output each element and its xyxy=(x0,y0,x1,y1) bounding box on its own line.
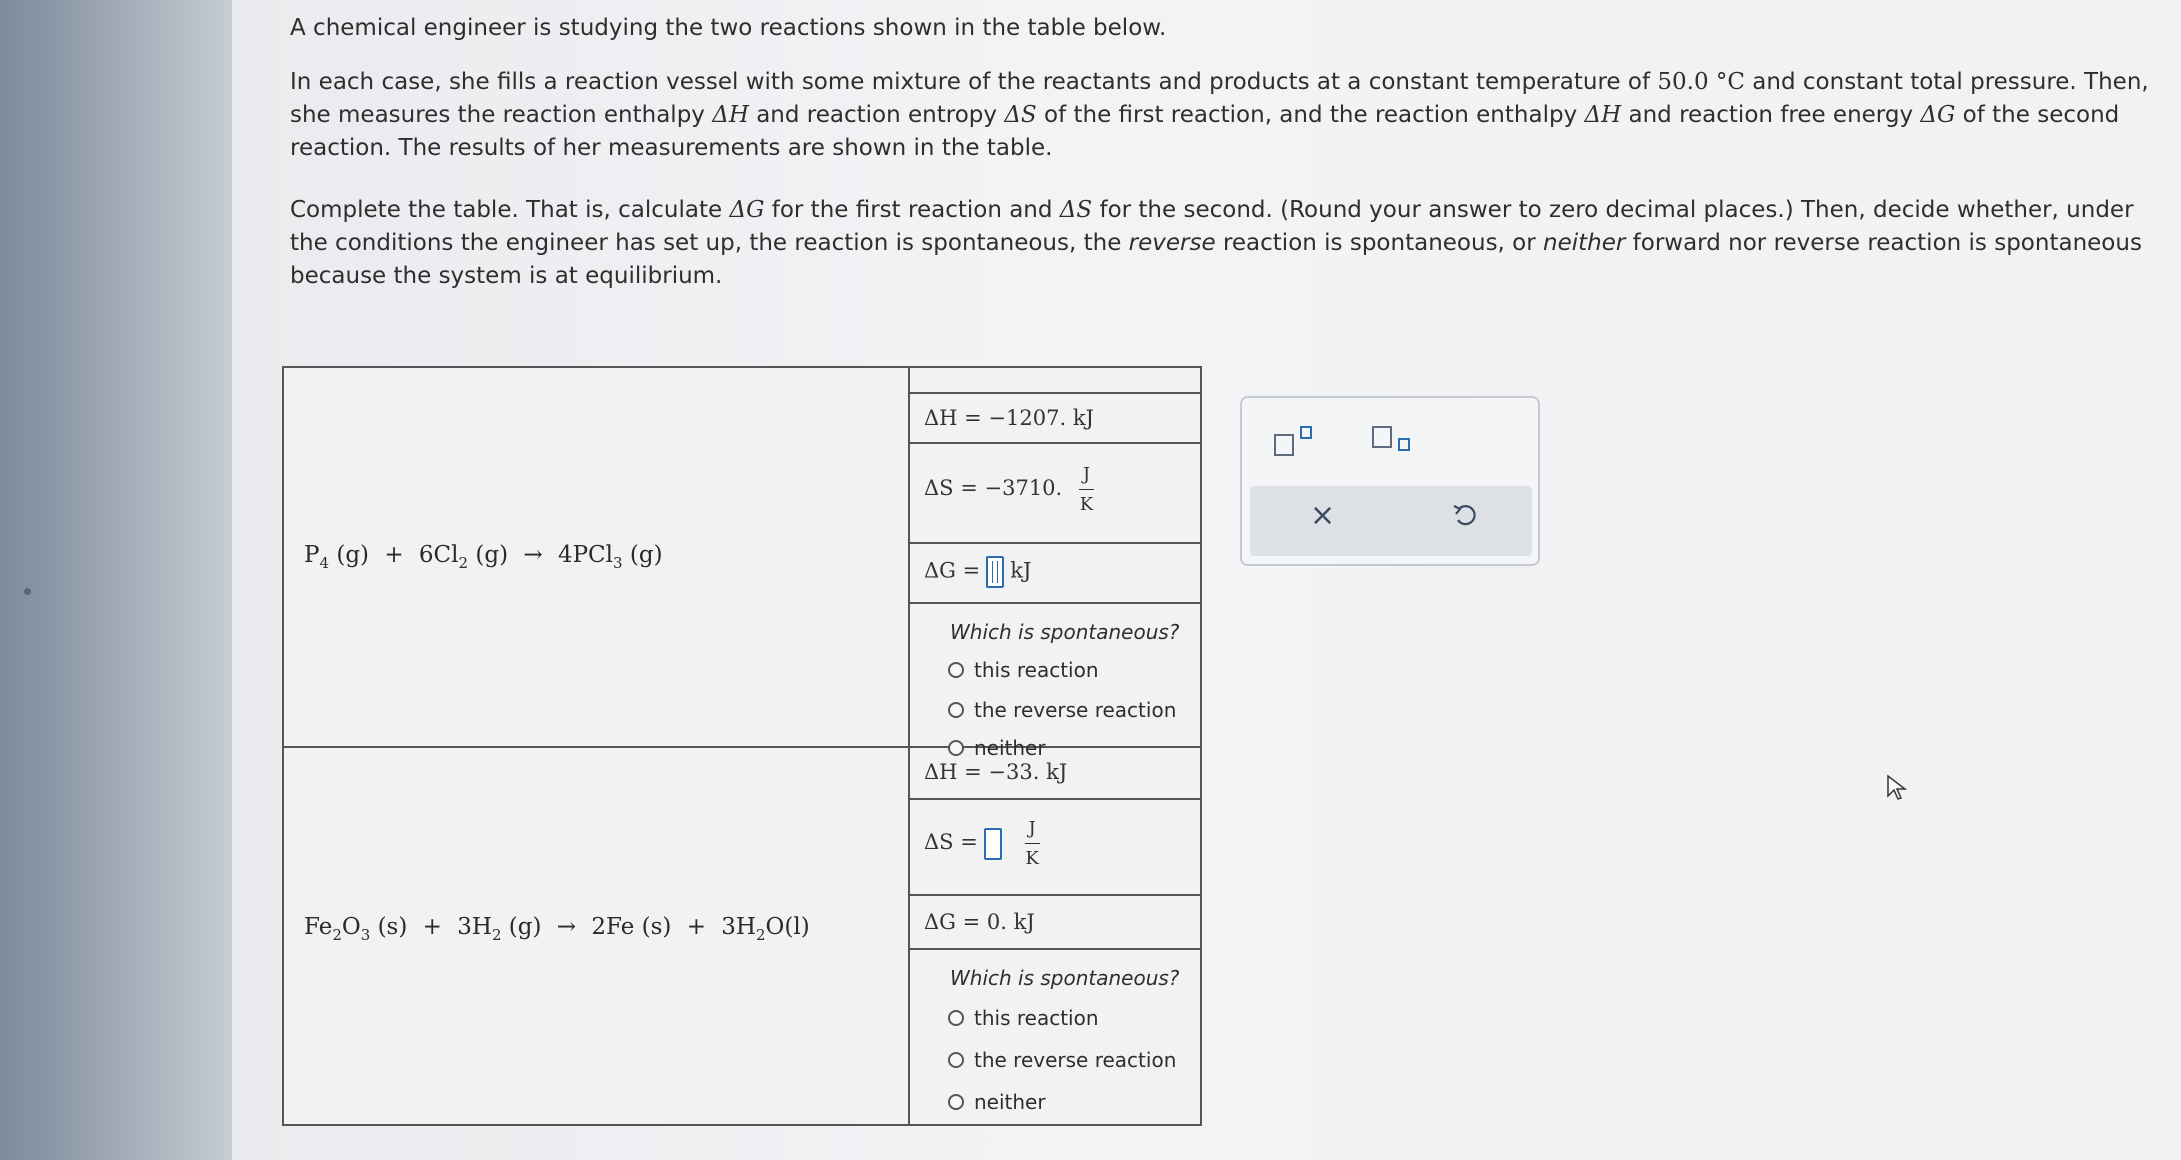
dh-cell-1: ΔH = −1207. kJ xyxy=(910,392,1200,444)
radio-circle-icon[interactable] xyxy=(948,1052,964,1068)
dg-cell-2: ΔG = 0. kJ xyxy=(910,896,1200,950)
ds-label: ΔS = −3710. xyxy=(924,476,1063,500)
radio-neither-2[interactable]: neither xyxy=(948,1090,1046,1114)
radio-neither-1[interactable]: neither xyxy=(948,736,1046,760)
radio-circle-icon[interactable] xyxy=(948,702,964,718)
table-row xyxy=(284,748,1200,1124)
mouse-cursor-icon xyxy=(1886,774,1910,806)
toolbox-action-row xyxy=(1250,486,1532,556)
reaction-cell xyxy=(284,368,910,746)
intro-paragraph-2: In each case, she fills a reaction vessel with some mixture of the reactants and products at a constant temperature of 50.0 °C and constant total pressure. Then, she measures the reaction enthalpy ΔH and reaction entropy ΔS of the first reaction, and the reaction enthalpy ΔH and reaction free energy ΔG of the second reaction. The results of her measurements are shown in the table. xyxy=(290,69,2149,161)
ds-label: ΔS = xyxy=(924,830,978,854)
radio-this-reaction-2[interactable]: this reaction xyxy=(948,1006,1099,1030)
toolbox-format-row xyxy=(1242,398,1538,480)
reaction-table xyxy=(282,366,1202,1126)
subscript-icon[interactable] xyxy=(1372,422,1416,458)
radio-circle-icon[interactable] xyxy=(948,1094,964,1110)
units-fraction: $\frac{J}{K}$ xyxy=(1025,818,1039,869)
radio-circle-icon[interactable] xyxy=(948,1010,964,1026)
table-row xyxy=(284,368,1200,760)
left-background xyxy=(0,0,232,1160)
superscript-icon[interactable] xyxy=(1274,426,1318,458)
ds-cell-1 xyxy=(910,444,1200,544)
radio-circle-icon[interactable] xyxy=(948,662,964,678)
instructions-paragraph: Complete the table. That is, calculate ΔG for the first reaction and ΔS for the second. (Round your answer to zero decimal places.) Then, decide whether, under the conditions the engineer has set up, the reaction is spontaneous, the reverse reaction is spontaneous, or neither forward nor reverse reaction is spontaneous because the system is at equilibrium. xyxy=(290,197,2142,289)
intro-line: A chemical engineer is studying the two reactions shown in the table below. xyxy=(290,15,1167,41)
radio-reverse-reaction-1[interactable]: the reverse reaction xyxy=(948,698,1176,722)
radio-reverse-reaction-2[interactable]: the reverse reaction xyxy=(948,1048,1176,1072)
ds-cell-2 xyxy=(910,800,1200,896)
undo-icon[interactable] xyxy=(1450,500,1480,530)
reaction-cell xyxy=(284,748,910,1124)
math-toolbox xyxy=(1240,396,1540,566)
dh-cell-2: ΔH = −33. kJ xyxy=(910,748,1200,800)
dg-answer-input[interactable] xyxy=(986,556,1004,588)
units-fraction: $\frac{J}{K}$ xyxy=(1079,464,1094,515)
spontaneity-question-1: Which is spontaneous? this reaction the reverse reaction neither xyxy=(950,620,1180,760)
radio-this-reaction-1[interactable]: this reaction xyxy=(948,658,1099,682)
dg-unit: kJ xyxy=(1010,558,1032,583)
dg-cell-1 xyxy=(910,544,1200,604)
spontaneity-question-2: Which is spontaneous? this reaction the reverse reaction neither xyxy=(950,966,1180,1114)
ds-answer-input[interactable] xyxy=(984,828,1002,860)
reaction-equation-2: $Fe_2O_3$ $(s) + 3H_2$ (g) → 2Fe $(s) + 3H_2O(l)$ xyxy=(304,914,810,944)
reaction-equation-1: $P_4$ $(g) + 6Cl_2$ (g) → 4PCl$_3$ (g) xyxy=(304,542,663,572)
dg-label: ΔG = xyxy=(924,558,981,583)
clear-icon[interactable]: × xyxy=(1310,498,1336,533)
background-dot xyxy=(24,588,31,595)
